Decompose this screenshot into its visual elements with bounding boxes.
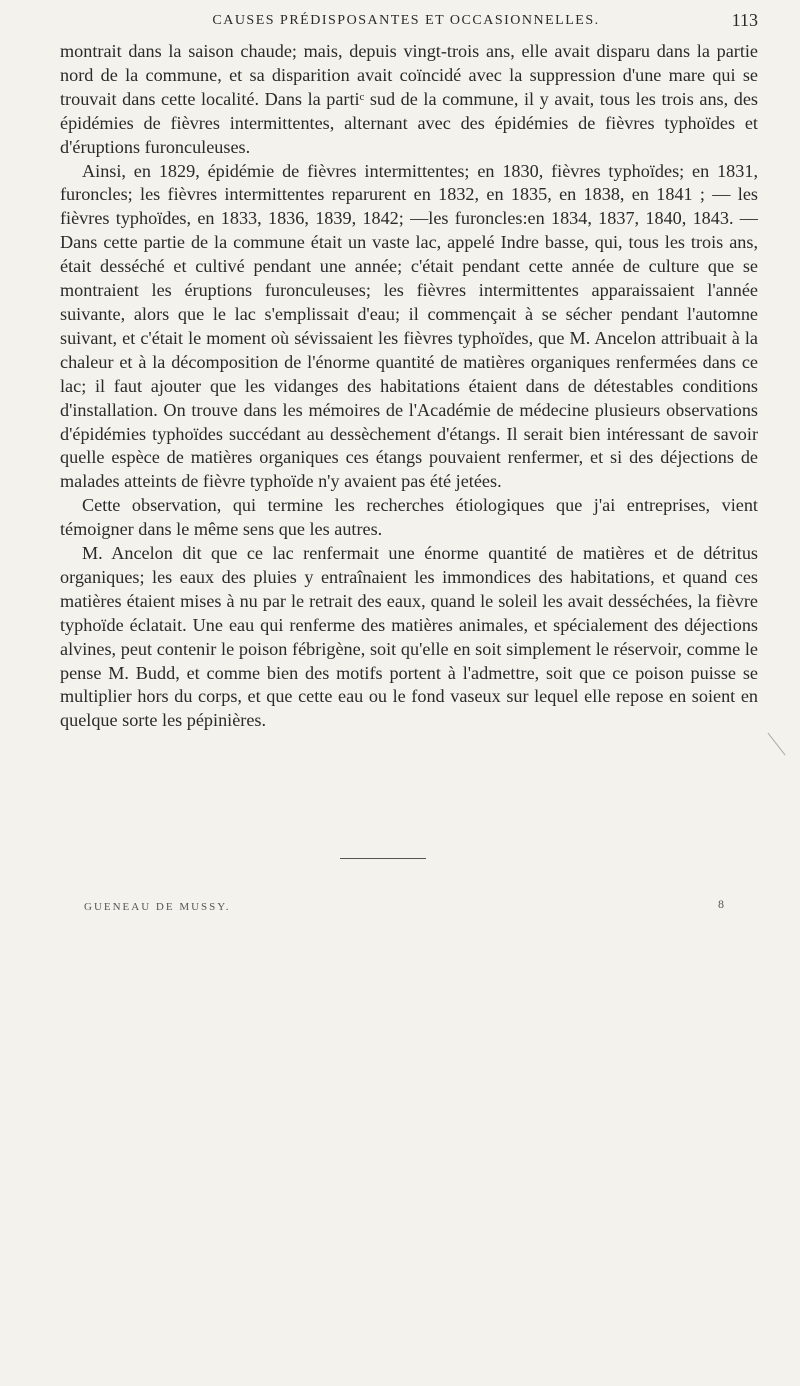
printer-signature: GUENEAU DE MUSSY.: [84, 901, 231, 913]
running-title: CAUSES PRÉDISPOSANTES ET OCCASIONNELLES.: [212, 13, 600, 28]
running-head: [90, 10, 758, 34]
paragraph-3: Cette observation, qui termine les recherches étiologiques que j'ai entreprises, vient témoigner dans le même sens que les autres.: [60, 495, 758, 540]
body-text: [60, 40, 758, 733]
end-rule: [340, 858, 426, 859]
page-number: 113: [731, 10, 758, 30]
footer: [84, 897, 724, 921]
paragraph-2: Ainsi, en 1829, épidémie de fièvres intermittentes; en 1830, fièvres typhoïdes; en 1831, furoncles; les fièvres intermittentes reparurent en 1832, en 1835, en 1838, en 1841 ; — les fièvres typhoïdes, en 1833, 1836, 1839, 1842; —les furoncles:en 1834, 1837, 1840, 1843. —Dans cette partie de la commune était un vaste lac, appelé Indre basse, qui, tous les trois ans, était desséché et cultivé pendant une année; c'était pendant cette année de culture que se montraient les éruptions furonculeuses; les fièvres intermittentes apparaissaient l'année suivante, alors que le lac s'emplissait d'eau; il commençait à se sécher pendant l'automne suivant, et c'était le moment où sévissaient les fièvres typhoïdes, que M. Ancelon attribuait à la chaleur et à la décomposition de l'énorme quantité de matières organiques renfermées dans ce lac; il faut ajouter que les vidanges des habitations étaient dans de détestables conditions d'installation. On trouve dans les mémoires de l'Académie de médecine plusieurs observations d'épidémies typhoïdes succédant au dessèchement d'étangs. Il serait bien intéressant de savoir quelle espèce de matières organiques ces étangs pouvaient renfermer, et si des déjections de malades atteints de fièvre typhoïde n'y avaient pas été jetées.: [60, 160, 758, 492]
paragraph-1: montrait dans la saison chaude; mais, depuis vingt-trois ans, elle avait disparu dans la partie nord de la commune, et sa disparition avait coïncidé avec la suppression d'une mare qui se trouvait dans cette localité. Dans la partiᶜ sud de la commune, il y avait, tous les trois ans, des épidémies de fièvres intermittentes, alternant avec des épidémies de fièvres typhoïdes et d'éruptions furonculeuses.: [60, 41, 758, 157]
margin-pencil-mark: [767, 733, 785, 756]
sheet-number: 8: [718, 897, 724, 911]
paragraph-4: M. Ancelon dit que ce lac renfermait une énorme quantité de matières et de détritus organiques; les eaux des pluies y entraînaient les immondices des habitations, et quand ces matières étaient mises à nu par le retrait des eaux, quand le soleil les avait desséchées, la fièvre typhoïde éclatait. Une eau qui renferme des matières animales, et spécialement des déjections alvines, peut contenir le poison fébrigène, soit qu'elle en soit simplement le réservoir, comme le pense M. Budd, et comme bien des motifs portent à l'admettre, soit que ce poison puisse se multiplier hors du corps, et que cette eau ou le fond vaseux sur lequel elle repose en soient en quelque sorte les pépinières.: [60, 543, 758, 731]
